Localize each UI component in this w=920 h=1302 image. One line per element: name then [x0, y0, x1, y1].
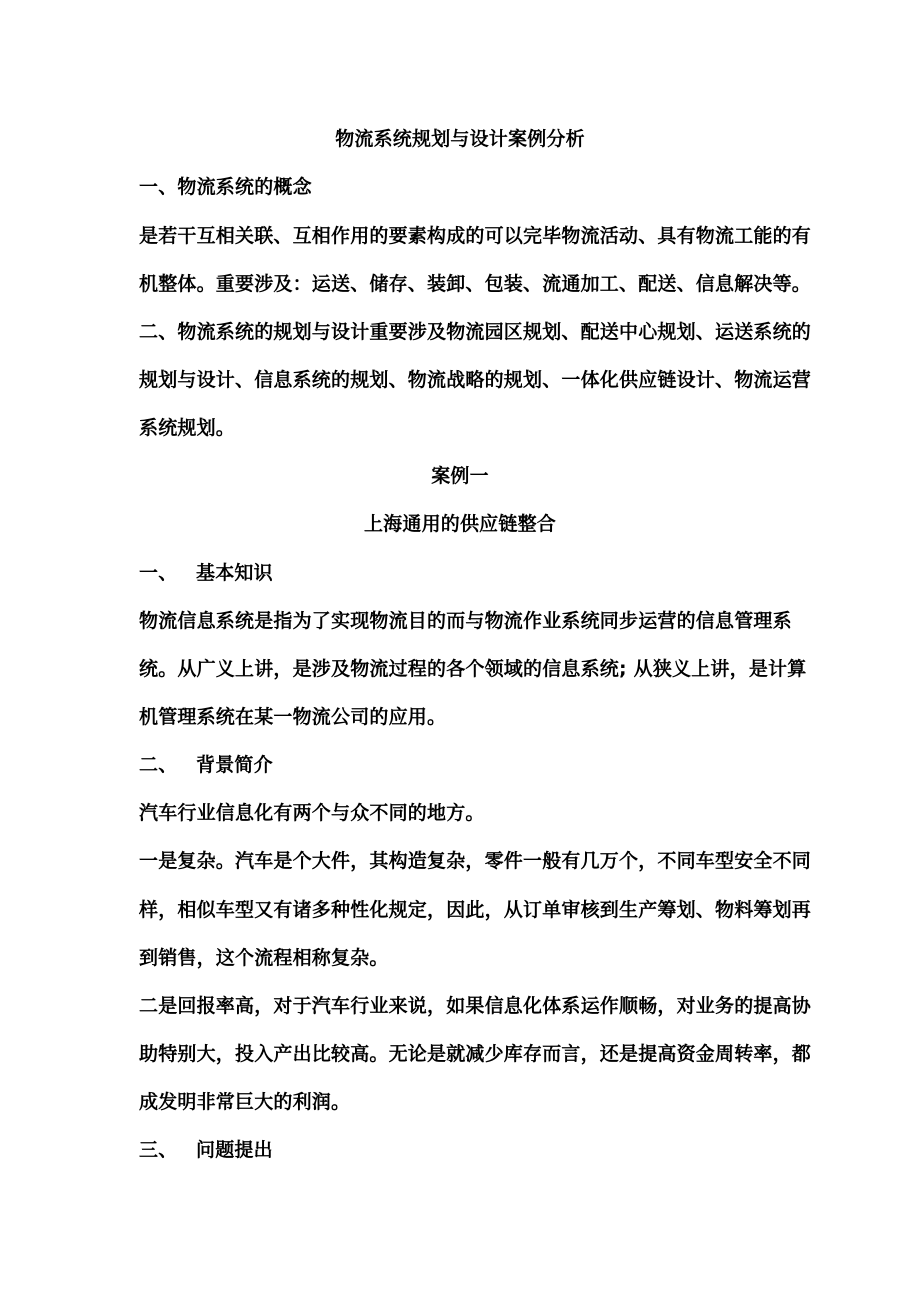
paragraph-line: 二是回报率高，对于汽车行业来说，如果信息化体系运作顺畅，对业务的提高协 — [139, 995, 812, 1017]
case-subtitle: 上海通用的供应链整合 — [363, 513, 556, 535]
paragraph-line: 汽车行业信息化有两个与众不同的地方。 — [139, 802, 485, 824]
heading-number: 一、 — [139, 562, 178, 584]
paragraph-line: 机整体。重要涉及：运送、储存、装卸、包装、流通加工、配送、信息解决等。 — [139, 273, 812, 295]
paragraph-line: 统。从广义上讲，是涉及物流过程的各个领域的信息系统; 从狭义上讲，是计算 — [139, 658, 807, 680]
paragraph-line: 机管理系统在某一物流公司的应用。 — [139, 706, 447, 728]
heading-text: 问题提出 — [196, 1139, 273, 1161]
heading-text: 背景简介 — [196, 754, 273, 776]
section-heading-basic-knowledge — [139, 561, 784, 585]
paragraph-line: 物流信息系统是指为了实现物流目的而与物流作业系统同步运营的信息管理系 — [139, 610, 792, 632]
paragraph-line: 样，相似车型又有诸多种性化规定，因此，从订单审核到生产筹划、物料筹划再 — [139, 899, 812, 921]
section-heading-concept: 一、物流系统的概念 — [139, 176, 312, 198]
document-title: 物流系统规划与设计案例分析 — [335, 128, 585, 150]
paragraph-line: 到销售，这个流程相称复杂。 — [139, 947, 389, 969]
case-title: 案例一 — [431, 465, 489, 487]
paragraph-line: 规划与设计、信息系统的规划、物流战略的规划、一体化供应链设计、物流运营 — [139, 369, 812, 391]
heading-text: 基本知识 — [196, 562, 273, 584]
paragraph-line: 是若干互相关联、互相作用的要素构成的可以完毕物流活动、具有物流工能的有 — [139, 225, 812, 247]
section-heading-background — [139, 753, 784, 777]
paragraph-line: 助特别大，投入产出比较高。无论是就减少库存而言，还是提高资金周转率，都 — [139, 1043, 812, 1065]
section-heading-problem — [139, 1138, 784, 1162]
heading-number: 二、 — [139, 754, 178, 776]
paragraph-line: 系统规划。 — [139, 417, 236, 439]
paragraph-line: 一是复杂。汽车是个大件，其构造复杂，零件一般有几万个，不同车型安全不同 — [139, 850, 812, 872]
paragraph-line: 成发明非常巨大的利润。 — [139, 1091, 351, 1113]
paragraph-line: 二、物流系统的规划与设计重要涉及物流园区规划、配送中心规划、运送系统的 — [139, 321, 812, 343]
heading-number: 三、 — [139, 1139, 178, 1161]
